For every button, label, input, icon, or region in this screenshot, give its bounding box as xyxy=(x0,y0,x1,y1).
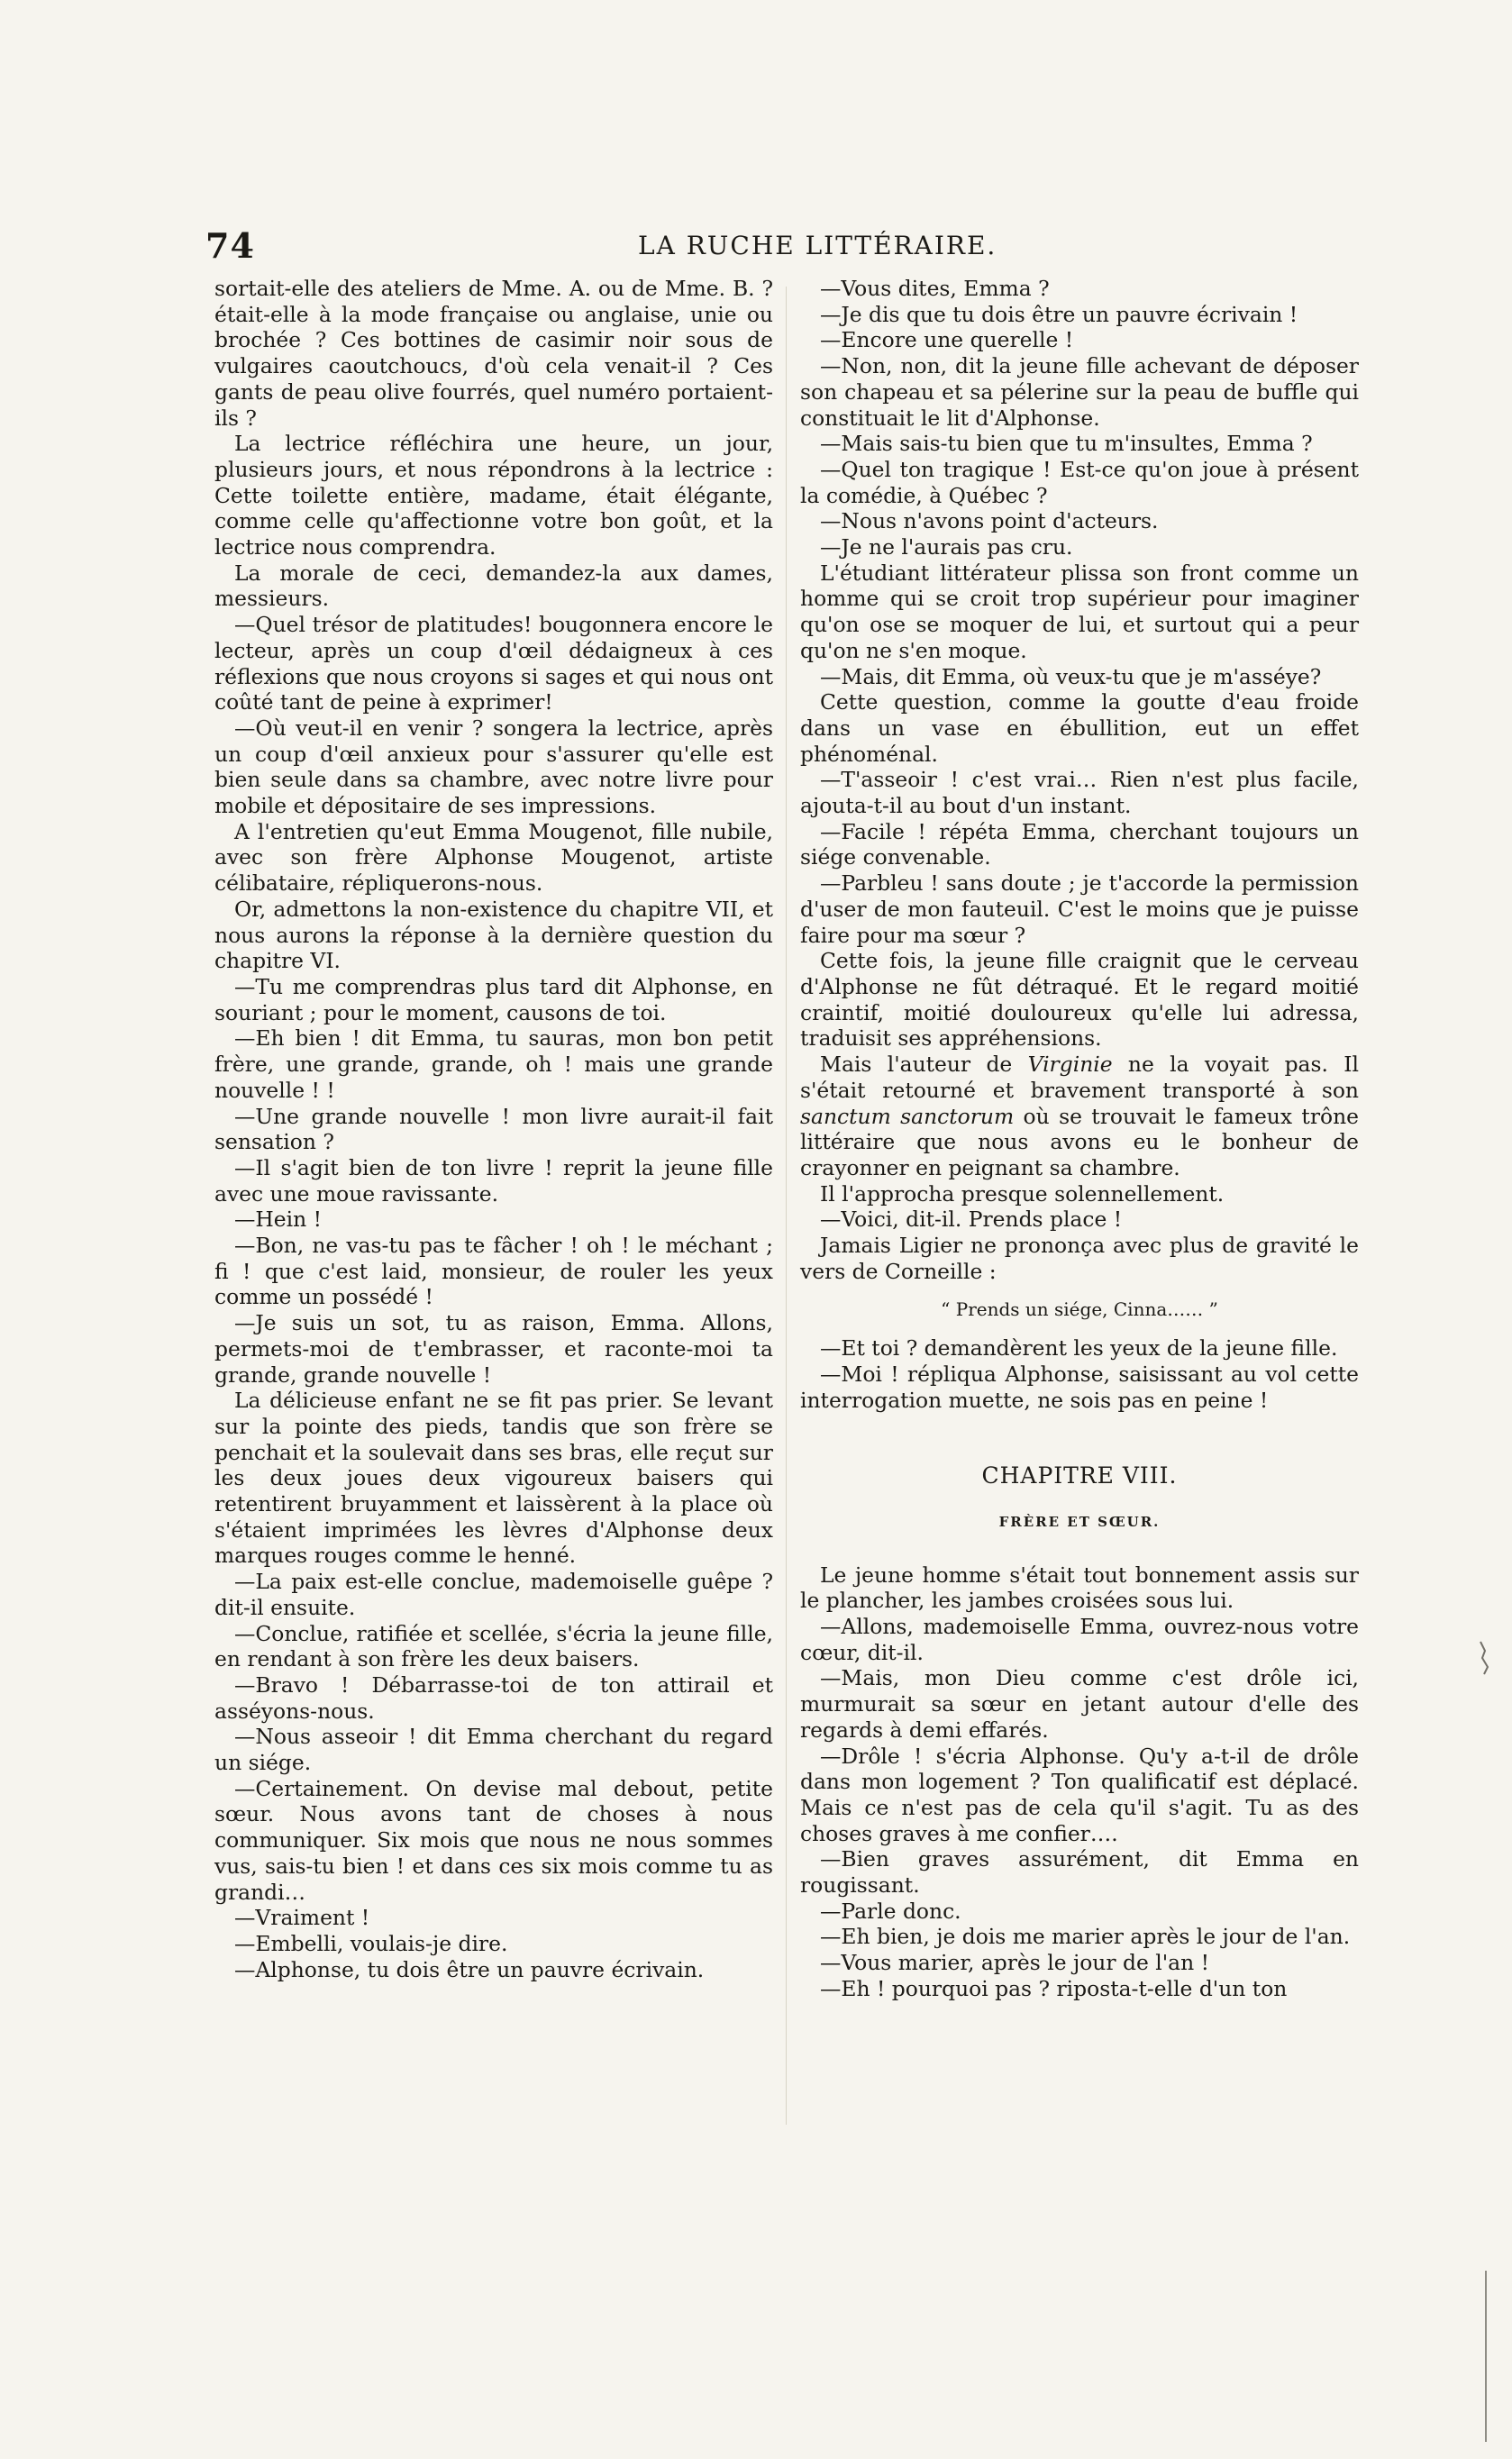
paragraph: —Vous marier, après le jour de l'an ! xyxy=(820,1950,1209,1976)
paragraph: —Et toi ? demandèrent les yeux de la jeune fille. xyxy=(820,1335,1338,1362)
paragraph: —Où veut-il en venir ? songera la lectrice, après un coup d'œil anxieux pour s'assurer qu'elle est bien seule dans sa chambre, avec notre livre pour mobile et dépositaire de ses impressions. xyxy=(214,715,773,819)
paragraph: —Parbleu ! sans doute ; je t'accorde la permission d'user de mon fauteuil. C'est le moins que je puisse faire pour ma sœur ? xyxy=(800,870,1359,948)
paragraph: —Tu me comprendras plus tard dit Alphonse, en souriant ; pour le moment, causons de toi. xyxy=(214,973,773,1025)
paragraph: —Drôle ! s'écria Alphonse. Qu'y a-t-il de drôle dans mon logement ? Ton qualificatif est déplacé. Mais ce n'est pas de cela qu'il s'agit. Tu as des choses graves à me confier…. xyxy=(800,1743,1359,1846)
paragraph: —Il s'agit bien de ton livre ! reprit la jeune fille avec une moue ravissante. xyxy=(214,1154,773,1207)
chapter-title: CHAPITRE VIII. xyxy=(981,1462,1178,1489)
page-number: 74 xyxy=(205,225,255,266)
paragraph: Cette question, comme la goutte d'eau froide dans un vase en ébullition, eut un effet phénoménal. xyxy=(800,689,1359,767)
paragraph: Le jeune homme s'était tout bonnement assis sur le plancher, les jambes croisées sous lui. xyxy=(800,1562,1359,1614)
text-run: ne la voyait pas. Il s'était retourné et bravement transporté à son xyxy=(800,1052,1359,1103)
book-title: Virginie xyxy=(1027,1052,1113,1078)
paragraph: La morale de ceci, demandez-la aux dames, messieurs. xyxy=(214,560,773,612)
chapter-subtitle: FRÈRE ET SŒUR. xyxy=(998,1513,1161,1530)
paragraph: —Une grande nouvelle ! mon livre aurait-il fait sensation ? xyxy=(214,1103,773,1155)
paragraph: —Non, non, dit la jeune fille achevant de déposer son chapeau et sa pélerine sur la peau de buffle qui constituait le lit d'Alphonse. xyxy=(800,353,1359,431)
paragraph: Cette fois, la jeune fille craignit que le cerveau d'Alphonse ne fût détraqué. Et le regard moitié craintif, moitié douloureux qu'elle lui adressa, traduisit ses appréhensions. xyxy=(800,948,1359,1052)
paragraph: —Parle donc. xyxy=(820,1898,961,1924)
paragraph: —Facile ! répéta Emma, cherchant toujours un siége convenable. xyxy=(800,818,1359,870)
paragraph: —Certainement. On devise mal debout, petite sœur. Nous avons tant de choses à nous communiquer. Six mois que nous ne nous sommes vus, sais-tu bien ! et dans ces six mois comme tu as grandi… xyxy=(214,1775,773,1905)
paragraph: —Eh bien, je dois me marier après le jour de l'an. xyxy=(820,1924,1351,1950)
paragraph: A l'entretien qu'eut Emma Mougenot, fille nubile, avec son frère Alphonse Mougenot, artiste célibataire, répliquerons-nous. xyxy=(214,818,773,897)
paragraph: —Voici, dit-il. Prends place ! xyxy=(820,1207,1123,1233)
paragraph: —Mais, mon Dieu comme c'est drôle ici, murmurait sa sœur en jetant autour d'elle des regards à demi effarés. xyxy=(800,1665,1359,1743)
paragraph: —Quel trésor de platitudes! bougonnera encore le lecteur, après un coup d'œil dédaigneux à ces réflexions que nous croyons si sages et qui nous ont coûté tant de peine à exprimer! xyxy=(214,612,773,715)
paragraph: —La paix est-elle conclue, mademoiselle guêpe ? dit-il ensuite. xyxy=(214,1569,773,1620)
ink-smudge xyxy=(1478,1640,1490,1676)
running-title: LA RUCHE LITTÉRAIRE. xyxy=(638,231,997,260)
paragraph: —Moi ! répliqua Alphonse, saisissant au vol cette interrogation muette, ne sois pas en peine ! xyxy=(800,1361,1359,1413)
paragraph: —Bien graves assurément, dit Emma en rougissant. xyxy=(800,1846,1359,1899)
paragraph: Jamais Ligier ne prononça avec plus de gravité le vers de Corneille : xyxy=(800,1233,1359,1284)
paragraph: Il l'approcha presque solennellement. xyxy=(820,1180,1225,1207)
virginie-paragraph xyxy=(800,1052,1359,1181)
corneille-quote: “ Prends un siége, Cinna…… ” xyxy=(941,1298,1218,1321)
paragraph: La délicieuse enfant ne se fit pas prier. Se levant sur la pointe des pieds, tandis que son frère se penchait et la soulevait dans ses bras, elle reçut sur les deux joues deux vigoureux baisers qui retentirent bruyamment et laissèrent à la place où s'étaient imprimées les lèvres d'Alphonse deux marques rouges comme le henné. xyxy=(214,1388,773,1569)
right-column xyxy=(800,276,1359,2002)
paragraph: —Je suis un sot, tu as raison, Emma. Allons, permets-moi de t'embrasser, et raconte-moi ta grande, grande nouvelle ! xyxy=(214,1310,773,1388)
paragraph: La lectrice réfléchira une heure, un jour, plusieurs jours, et nous répondrons à la lectrice : Cette toilette entière, madame, était élégante, comme celle qu'affectionne votre bon goût, et la lectrice nous comprendra. xyxy=(214,431,773,560)
paragraph: —Hein ! xyxy=(234,1207,323,1233)
paragraph: —Bon, ne vas-tu pas te fâcher ! oh ! le méchant ; fi ! que c'est laid, monsieur, de rouler les yeux comme un possédé ! xyxy=(214,1233,773,1310)
paragraph: —Nous n'avons point d'acteurs. xyxy=(820,508,1159,534)
paragraph: —Bravo ! Débarrasse-toi de ton attirail et asséyons-nous. xyxy=(214,1671,773,1724)
paragraph: —Alphonse, tu dois être un pauvre écrivain. xyxy=(234,1956,705,1982)
paragraph: —Je dis que tu dois être un pauvre écrivain ! xyxy=(820,301,1298,327)
page-edge-mark xyxy=(1485,2271,1487,2442)
paragraph: sortait-elle des ateliers de Mme. A. ou de Mme. B. ? était-elle à la mode française ou anglaise, unie ou brochée ? Ces bottines de casimir noir sous de vulgaires caoutchoucs, d'où cela venait-il ? Ces gants de peau olive fourrés, quel numéro portaient-ils ? xyxy=(214,276,773,431)
paragraph: —Nous asseoir ! dit Emma cherchant du regard un siége. xyxy=(214,1724,773,1776)
paragraph: —Quel ton tragique ! Est-ce qu'on joue à présent la comédie, à Québec ? xyxy=(800,456,1359,508)
paragraph: —Eh bien ! dit Emma, tu sauras, mon bon petit frère, une grande, grande, oh ! mais une grande nouvelle ! ! xyxy=(214,1025,773,1103)
paragraph: —Vous dites, Emma ? xyxy=(820,276,1050,301)
paragraph: —Conclue, ratifiée et scellée, s'écria la jeune fille, en rendant à son frère les deux baisers. xyxy=(214,1620,773,1672)
paragraph: Or, admettons la non-existence du chapitre VII, et nous aurons la réponse à la dernière question du chapitre VI. xyxy=(214,896,773,974)
left-column xyxy=(214,276,773,1982)
paragraph: —Mais, dit Emma, où veux-tu que je m'asséye? xyxy=(820,663,1322,689)
paragraph: —Embelli, voulais-je dire. xyxy=(234,1931,508,1956)
paragraph: —Eh ! pourquoi pas ? riposta-t-elle d'un ton xyxy=(820,1975,1288,2001)
text-run: où se trouvait le fameux trône littéraire que nous avons eu le bonheur de crayonner en peignant sa chambre. xyxy=(800,1103,1359,1180)
paragraph: —Mais sais-tu bien que tu m'insultes, Emma ? xyxy=(820,431,1313,457)
column-divider xyxy=(786,287,787,2125)
text-run: Mais l'auteur de xyxy=(820,1052,1028,1078)
page-header xyxy=(205,225,1359,266)
paragraph: —Je ne l'aurais pas cru. xyxy=(820,534,1073,560)
paragraph: —Encore une querelle ! xyxy=(820,327,1074,353)
paragraph: —Allons, mademoiselle Emma, ouvrez-nous votre cœur, dit-il. xyxy=(800,1614,1359,1665)
paragraph: —T'asseoir ! c'est vrai… Rien n'est plus facile, ajouta-t-il au bout d'un instant. xyxy=(800,767,1359,819)
paragraph: L'étudiant littérateur plissa son front comme un homme qui se croit trop supérieur pour imaginer qu'on ose se moquer de lui, et surtout qui a peur qu'on ne s'en moque. xyxy=(800,560,1359,663)
paragraph: —Vraiment ! xyxy=(234,1905,370,1931)
latin-phrase: sanctum sanctorum xyxy=(800,1103,1015,1129)
